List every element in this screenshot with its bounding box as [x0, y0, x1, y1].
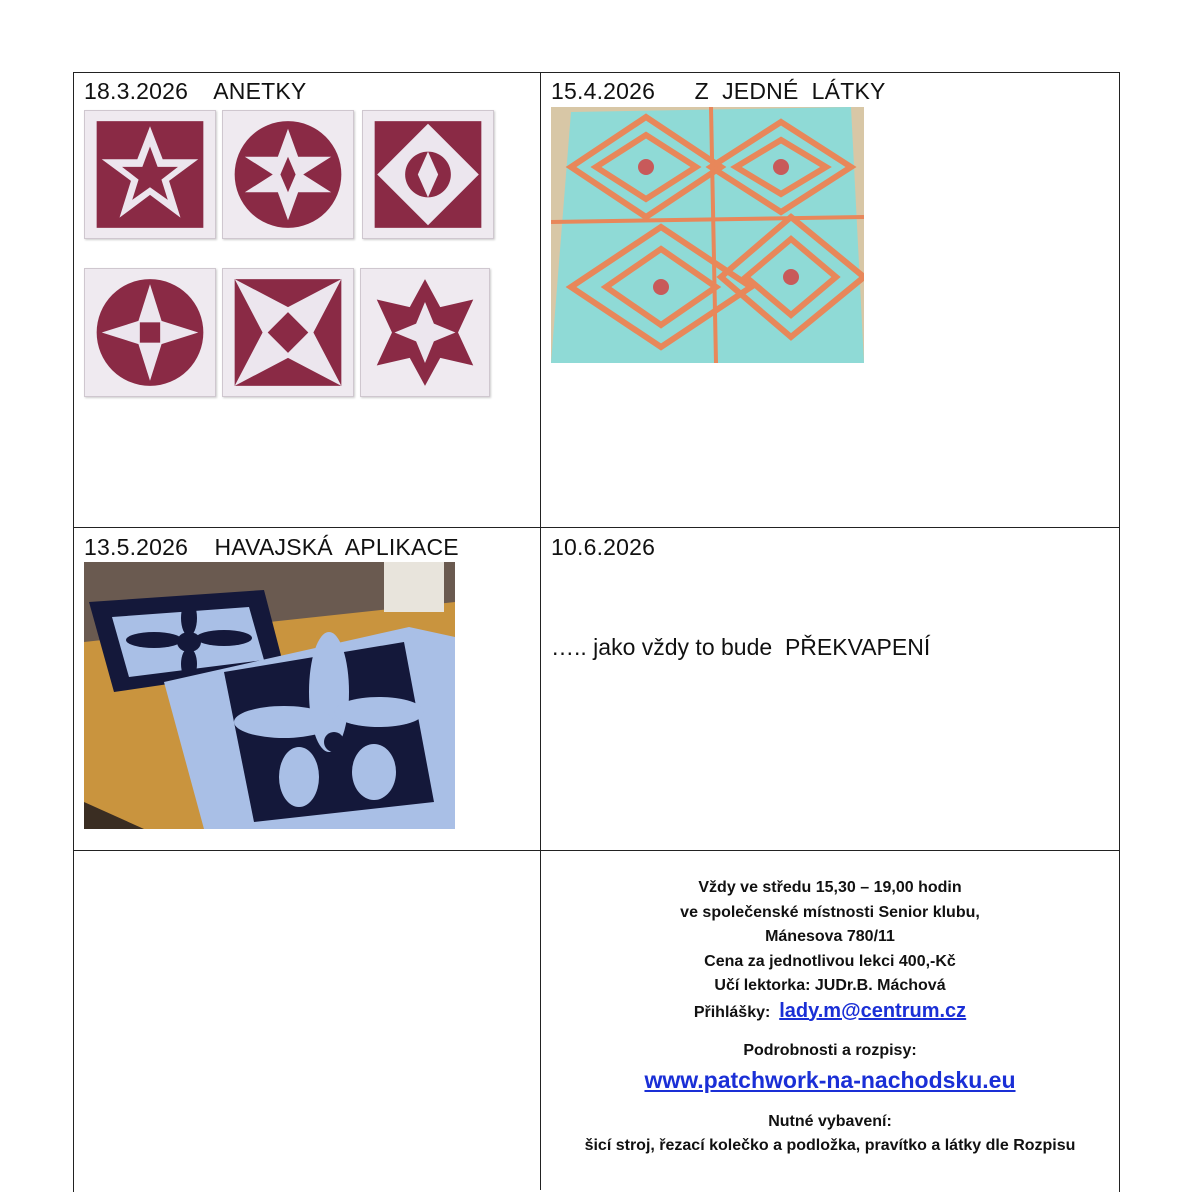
- quilt-block-diamond: [362, 110, 494, 239]
- cell-4-heading: [551, 534, 655, 561]
- surprise-text: ….. jako vždy to bude PŘEKVAPENÍ: [551, 634, 931, 660]
- quilt-block-star: [84, 110, 216, 239]
- quilt-block-circle-star: [222, 110, 354, 239]
- location-line: ve společenské místnosti Senior klubu,: [680, 903, 980, 921]
- quilt-block-circle-diamond: [84, 268, 216, 397]
- cell-3-title: HAVAJSKÁ APLIKACE: [214, 534, 459, 560]
- cell-3-date: 13.5.2026: [84, 534, 189, 560]
- signup-label: Přihlášky:: [693, 1003, 771, 1021]
- cell-4-date: 10.6.2026: [551, 534, 656, 560]
- address-line: Mánesova 780/11: [765, 928, 895, 945]
- price-line: Cena za jednotlivou lekci 400,-Kč: [704, 952, 956, 970]
- cell-1-heading: [84, 78, 306, 105]
- quilt-block-eight-star: [360, 268, 490, 397]
- cell-1-date: 18.3.2026: [84, 78, 189, 104]
- cell-2-date: 15.4.2026: [551, 78, 656, 104]
- row-divider: [73, 527, 1120, 528]
- row-divider: [73, 850, 1120, 851]
- cell-3-heading: [84, 534, 459, 561]
- teacher-line: Učí lektorka: JUDr.B. Máchová: [714, 977, 946, 994]
- signup-line: [541, 999, 1119, 1026]
- email-link[interactable]: lady.m@centrum.cz: [779, 999, 967, 1022]
- hawaiian-applique-photo: [84, 562, 455, 829]
- course-info: [541, 876, 1119, 1159]
- cell-1-title: ANETKY: [213, 78, 307, 104]
- website-link[interactable]: www.patchwork-na-nachodsku.eu: [644, 1066, 1016, 1093]
- equipment-list: šicí stroj, řezací kolečko a podložka, pravítko a látky dle Rozpisu: [584, 1137, 1076, 1154]
- quilt-block-pinwheel: [222, 268, 354, 397]
- equipment-label: Nutné vybavení:: [768, 1112, 892, 1130]
- schedule-line: Vždy ve středu 15,30 – 19,00 hodin: [698, 879, 962, 896]
- whole-cloth-quilt-photo: [551, 107, 864, 363]
- cell-2-title: Z JEDNÉ LÁTKY: [694, 78, 886, 104]
- details-label: Podrobnosti a rozpisy:: [743, 1042, 917, 1059]
- cell-2-heading: [551, 78, 886, 105]
